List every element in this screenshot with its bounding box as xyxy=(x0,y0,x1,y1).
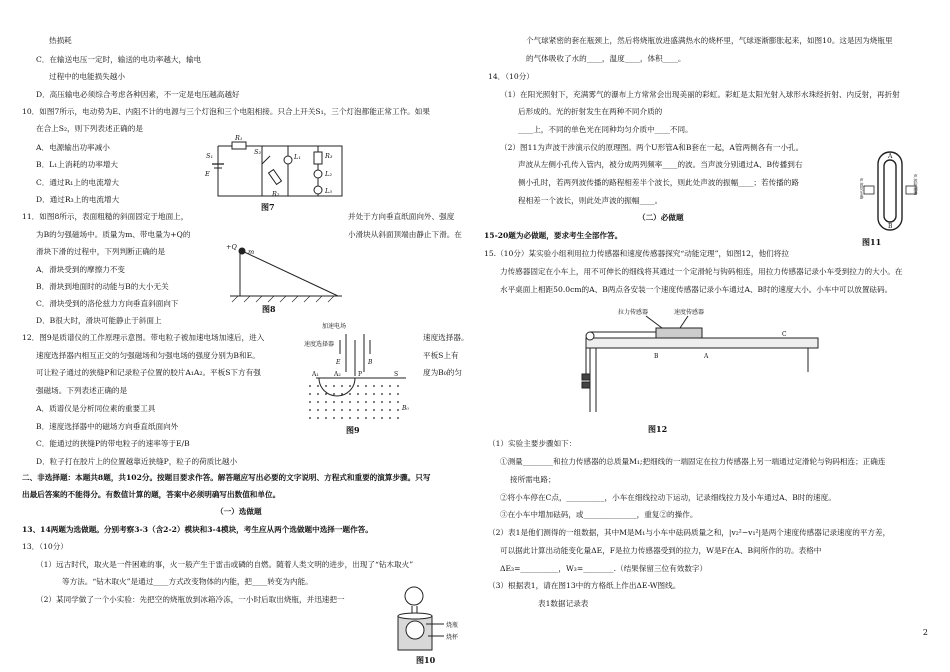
fig7-label: S₂ xyxy=(254,148,262,156)
lamp-l1 xyxy=(284,156,292,164)
fig11-label: 声波发生器 xyxy=(860,178,865,199)
option-a: A．电源输出功率减小 xyxy=(36,143,110,152)
lamp-l3 xyxy=(314,186,322,194)
fig11-label: B xyxy=(888,223,893,230)
fig10-label: 烧杯 xyxy=(446,634,459,641)
pulley xyxy=(586,332,594,340)
balloon xyxy=(405,587,423,605)
subsection-heading: （一）选做题 xyxy=(216,507,262,516)
text-line: 热损耗 xyxy=(49,36,72,45)
text-line: 过程中的电能损失越小 xyxy=(49,72,125,81)
text-line: 力传感器固定在小车上，用不可伸长的细线将其通过一个定滑轮与钩码相连，用拉力传感器记录小车受到拉力的大小。在 xyxy=(500,267,903,276)
text-line: 平板S上有 xyxy=(423,351,459,360)
text-line: 度为B₀的匀 xyxy=(423,368,462,377)
option-c: C．通过R₁上的电流增大 xyxy=(36,178,119,187)
fig7-label: L₁ xyxy=(294,153,301,161)
text-line: ____上，不同的单色光在同种均匀介质中____不同。 xyxy=(518,125,693,134)
text-line: 后形成的。光的折射发生在两种不同介质的 xyxy=(518,107,663,116)
fig12-label: A xyxy=(704,353,709,360)
text-line: （3）根据表1，请在图13中的方格纸上作出ΔE-W图线。 xyxy=(488,581,681,590)
text-line: 水平桌面上相距50.0cm的A、B两点各安装一个速度传感器记录小车通过A、B时的速度大小。小车中可以放置砝码。 xyxy=(500,285,893,294)
option-d: D．粒子打在胶片上的位置越靠近狭缝P，粒子的荷质比越小 xyxy=(36,457,238,466)
instruction: 13、14两题为选做题。分别考察3-3（含2-2）模块和3-4模块，考生应从两个选做题中选择一题作答。 xyxy=(22,525,373,534)
fig9-label: 速度选择器 xyxy=(304,341,335,348)
figure-11-caption: 图11 xyxy=(862,237,882,247)
fig11-label: A xyxy=(888,153,893,160)
text-line: 并处于方向垂直纸面向外、强度 xyxy=(348,212,455,221)
text-line: 可让粒子通过的狭缝P和记录粒子位置的胶片A₁A₂。平板S下方有强 xyxy=(36,368,261,377)
sound-source xyxy=(864,186,874,194)
fig7-label: R₁ xyxy=(235,134,243,142)
text-line: 滑块下滑的过程中，下列判断正确的是 xyxy=(36,247,166,256)
figure-12-cart-experiment xyxy=(576,302,822,420)
text-line: 可以据此计算出动能变化量ΔE，F是拉力传感器受到的拉力，W是F在A、B间所作的功。表格中 xyxy=(500,546,822,555)
fig12-label: 拉力传感器 xyxy=(618,309,649,316)
option-d: D．B很大时，滑块可能静止于斜面上 xyxy=(36,316,162,325)
instruction: 15-20题为必做题，要求考生全部作答。 xyxy=(484,231,623,240)
text-line: D．高压输电必须综合考虑各种因素，不一定是电压越高越好 xyxy=(36,90,240,99)
option-c: C．能通过的狭缝P的带电粒子的速率等于E/B xyxy=(36,439,190,448)
option-d: D．通过R₃上的电流增大 xyxy=(36,195,120,204)
option-b: B．L₁上消耗的功率增大 xyxy=(36,160,119,169)
text-line: 的气体吸收了水的____，温度____，体积____。 xyxy=(526,54,686,63)
section-heading: 二、非选择题：本题共8题，共102分。按题目要求作答。解答题应写出必要的文字说明、方程式和重要的演算步骤。只写 xyxy=(22,473,431,482)
text-line: 强磁场。下列表述正确的是 xyxy=(36,386,128,395)
hook-weight xyxy=(582,382,590,388)
option-b: B．速度选择器中的磁场方向垂直纸面向外 xyxy=(36,422,179,431)
figure-7-circuit xyxy=(202,134,348,208)
fig9-label: S xyxy=(394,371,399,378)
figure-11-sound-interference xyxy=(860,148,922,234)
text-line: 接所需电路； xyxy=(510,475,556,484)
page-number: 2 xyxy=(922,628,928,637)
text-line: 速度选择器。 xyxy=(423,333,469,342)
text-line: 侧小孔时，若两列波传播的路程相差半个波长，则此处声波的振幅____；若传播的路 xyxy=(518,178,799,187)
text-line: （2）图11为声波干涉演示仪的原理图。两个U形管A和B套在一起，A管两侧各有一小孔。 xyxy=(500,143,804,152)
fig8-label: m xyxy=(248,248,255,256)
text-line: C．在输送电压一定时，输送的电功率越大，输电 xyxy=(36,55,202,64)
question-11: 11．如图8所示，表面粗糙的斜面固定于地面上， xyxy=(22,212,189,221)
question-10: 10．如图7所示，电动势为E、内阻不计的电源与三个灯泡和三个电阻相接。只合上开关S₁，三个灯泡都能正常工作。如果 xyxy=(22,107,430,116)
fig9-label: 加速电场 xyxy=(322,323,347,330)
fig12-label: B xyxy=(654,353,659,360)
fig9-label: P xyxy=(358,371,363,378)
fig8-label: +Q xyxy=(226,244,237,251)
text-line: 个气球紧密的套在瓶颈上，然后将烧瓶放进盛满热水的烧杯里，气球逐渐膨胀起来，如图10。这是因为烧瓶里 xyxy=(526,36,893,45)
text-line: （1）远古时代，取火是一件困难的事，火一般产生于雷击或磷的自燃。随着人类文明的进步，出现了“钻木取火” xyxy=(36,560,414,569)
text-line: 为B的匀强磁场中。质量为m、带电量为+Q的 xyxy=(36,230,191,239)
text-line: ①测量________和拉力传感器的总质量M₁;把细线的一端固定在拉力传感器上另一端通过定滑轮与钩码相连；正确连 xyxy=(500,457,886,466)
fig9-label: A₁ xyxy=(312,371,319,378)
resistor-r3 xyxy=(314,152,322,164)
fig7-label: L₂ xyxy=(325,170,332,178)
fig10-label: 烧瓶 xyxy=(446,622,459,629)
question-13: 13．（10分） xyxy=(22,542,68,551)
fig7-label: R₃ xyxy=(325,152,333,160)
text-line: 小滑块从斜面顶端由静止下滑。在 xyxy=(348,230,462,239)
text-line: （2）表1是他们测得的一组数据，其中M是M₁与小车中砝码质量之和，|v₂²−v₁²|是两个速度传感器记录速度的平方差， xyxy=(488,528,891,537)
fig12-label: 速度传感器 xyxy=(674,309,705,316)
text-line: （1）实验主要步骤如下： xyxy=(488,439,577,448)
text-line: （1）在阳光照射下，充满雾气的瀑布上方常常会出现美丽的彩虹。彩虹是太阳光射入球形水珠经折射、内反射，再折射 xyxy=(500,90,900,99)
fig7-label: L₃ xyxy=(325,187,332,195)
text-line: 速度选择器内相互正交的匀强磁场和匀强电场的强度分别为B和E。 xyxy=(36,351,260,360)
fig12-label: C xyxy=(782,331,787,338)
fig7-label: E xyxy=(205,170,210,178)
resistor-r2 xyxy=(269,170,282,185)
text-line: （2）某同学做了一个小实验：先把空的烧瓶放到冰箱冷冻，一小时后取出烧瓶，并迅速把一 xyxy=(36,595,345,604)
magnetic-field-dots xyxy=(309,385,399,419)
figure-12-caption: 图12 xyxy=(648,424,668,434)
text-line: ②将小车停在C点，__________，小车在细线拉动下运动，记录细线拉力及小车通过A、B时的速度。 xyxy=(500,493,836,502)
option-a: A．质谱仪是分析同位素的重要工具 xyxy=(36,404,156,413)
slider-block xyxy=(239,248,246,255)
figure-8-incline xyxy=(226,244,346,304)
question-14: 14．（10分） xyxy=(488,72,534,81)
fig9-label: B₀ xyxy=(402,405,409,412)
question-15: 15.（10分）某实验小组利用拉力传感器和速度传感器探究“动能定理”，如图12，他们将拉 xyxy=(484,249,789,258)
text-line: 程相差一个波长，则此处声波的振幅____。 xyxy=(518,196,663,205)
cart xyxy=(656,328,702,338)
fig11-label: 声波检测器 xyxy=(913,174,919,195)
figure-8-caption: 图8 xyxy=(262,304,276,314)
switch-s2 xyxy=(262,156,270,164)
fig7-label: S₁ xyxy=(206,152,214,160)
figure-10-caption: 图10 xyxy=(416,655,436,665)
text-line: ΔE₃=__________，W₃=________.（结果保留三位有效数字） xyxy=(500,564,708,573)
question-12: 12．图9是质谱仪的工作原理示意图。带电粒子被加速电场加速后，进入 xyxy=(22,333,265,342)
fig7-label: R₂ xyxy=(272,190,280,198)
figure-9-caption: 图9 xyxy=(346,425,360,435)
option-a: A．滑块受到的摩擦力不变 xyxy=(36,265,126,274)
figure-10-flask xyxy=(392,584,478,654)
text-line: ③在小车中增加砝码，或______________，重复②的操作。 xyxy=(500,510,698,519)
hook-weight xyxy=(582,374,590,380)
subsection-heading: （二）必做题 xyxy=(638,213,684,222)
section-heading: 出最后答案的不能得分。有数值计算的题，答案中必须明确写出数值和单位。 xyxy=(22,490,281,499)
figure-9-mass-spectrometer xyxy=(296,320,420,424)
text-line: 等方法。“钻木取火”是通过____方式改变物体的内能，把____转变为内能。 xyxy=(62,577,313,586)
fig9-label: E xyxy=(336,359,341,366)
option-b: B．滑块到地面时的动能与B的大小无关 xyxy=(36,282,169,291)
fig9-label: B xyxy=(368,359,373,366)
option-c: C．滑块受到的洛伦兹力方向垂直斜面向下 xyxy=(36,299,179,308)
resistor-r1 xyxy=(232,142,246,149)
figure-7-caption: 图7 xyxy=(261,202,275,212)
text-line: 声波从左侧小孔传入管内，被分成两列频率____的波。当声波分别通过A、B传播到右 xyxy=(518,160,803,169)
lamp-l2 xyxy=(314,170,322,178)
text-line: 在合上S₂，则下列表述正确的是 xyxy=(36,124,143,133)
table-title: 表1数据记录表 xyxy=(538,599,589,608)
fig9-label: A₂ xyxy=(334,371,341,378)
